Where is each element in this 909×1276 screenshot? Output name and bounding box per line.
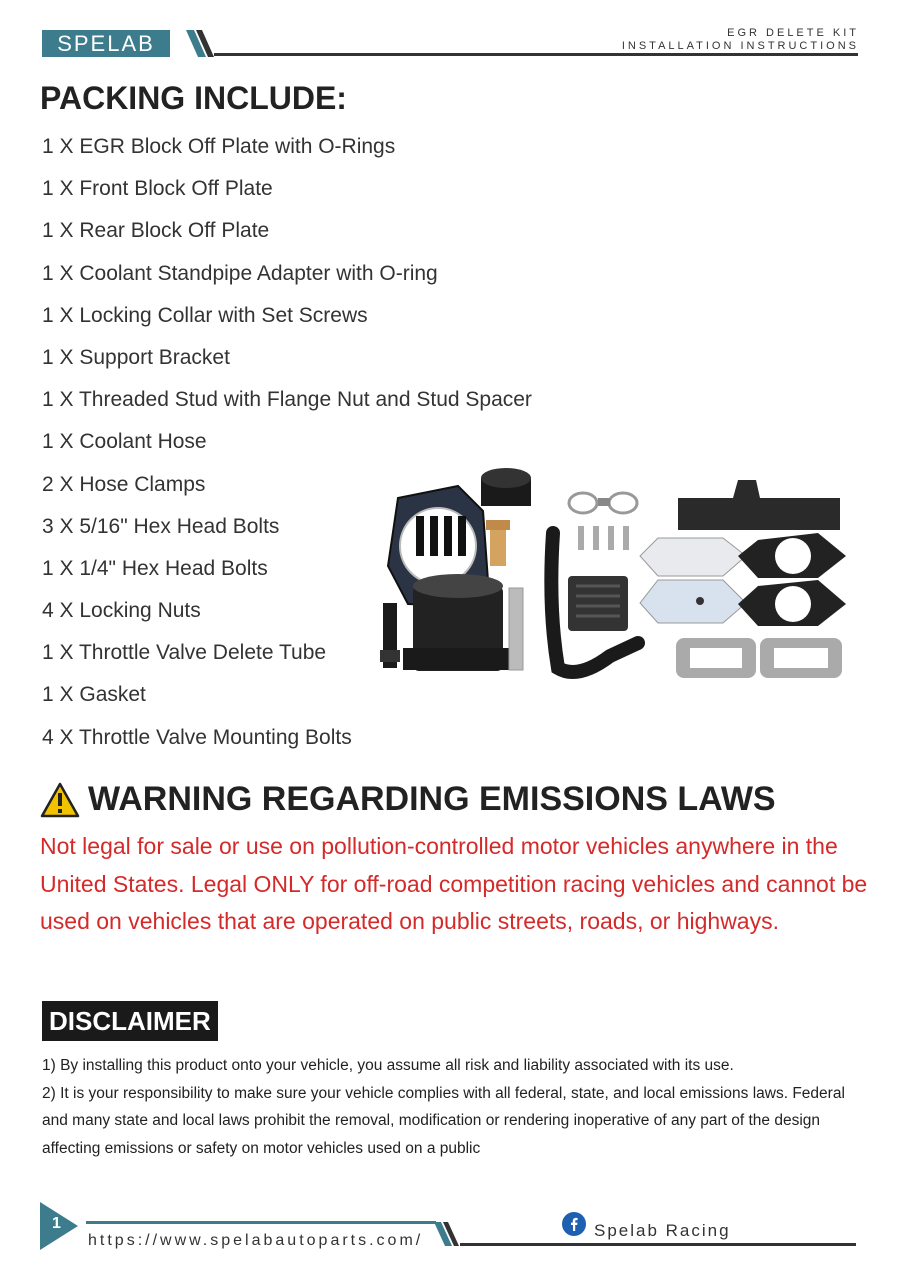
stud-spacer [509,588,523,670]
header-rule [214,53,858,56]
spelab-logo: SPELAB [42,30,170,57]
list-item: 4 X Throttle Valve Mounting Bolts [42,725,352,749]
packing-title: PACKING INCLUDE: [40,80,347,116]
list-item: 4 X Locking Nuts [42,599,201,623]
header-slash-decoration [186,30,216,57]
throttle-delete-tube [403,574,513,671]
list-item: 1 X Locking Collar with Set Screws [42,303,368,327]
list-item: 1 X Rear Block Off Plate [42,219,270,243]
disclaimer-body [42,1052,872,1162]
locking-collar [481,468,531,506]
page-number: 1 [52,1215,61,1232]
warning-title-text: WARNING REGARDING EMISSIONS LAWS [88,780,776,818]
document-title-line-2: INSTALLATION INSTRUCTIONS [621,40,859,52]
page-header [0,0,909,70]
footer-slash-decoration [434,1222,462,1246]
kit-parts-photo [378,468,856,690]
warning-icon [40,782,80,818]
list-item: 1 X Gasket [42,683,146,707]
document-title-line-1: EGR DELETE KIT [727,27,859,39]
list-item: 1 X Threaded Stud with Flange Nut and Stud Spacer [42,388,532,412]
disclaimer-paragraph-1: 1) By installing this product onto your vehicle, you assume all risk and liability associated with its use. [42,1057,734,1074]
list-item: 2 X Hose Clamps [42,472,206,496]
list-item: 1 X EGR Block Off Plate with O-Rings [42,135,396,158]
document-title [622,27,859,53]
disclaimer-paragraph-2: 2) It is your responsibility to make sure your vehicle complies with all federal, state, and local emissions laws. Federal and many state and local laws prohibit the removal, modification or rendering inoperative of any part of the design affecting emissions or safety on motor vehicles used on a public [42,1084,845,1157]
list-item: 1 X Coolant Standpipe Adapter with O-ring [42,261,438,285]
list-item: 1 X 1/4" Hex Head Bolts [42,556,268,580]
website-link[interactable]: https://www.spelabautoparts.com/ [88,1232,424,1249]
disclaimer-title: DISCLAIMER [42,1001,218,1041]
hex-bolts [578,526,629,550]
support-bracket [678,480,840,530]
block-off-plates [640,538,746,623]
footer-rule-teal [86,1221,436,1224]
footer-rule [460,1243,856,1246]
list-item: 3 X 5/16" Hex Head Bolts [42,514,280,538]
list-item: 1 X Throttle Valve Delete Tube [42,641,327,665]
support-bracket-small [568,576,628,631]
facebook-icon[interactable] [562,1212,586,1236]
list-item: 1 X Coolant Hose [42,430,207,454]
social-handle[interactable]: Spelab Racing [594,1221,731,1240]
warning-title [40,780,776,819]
warning-text: Not legal for sale or use on pollution-controlled motor vehicles anywhere in the United States. Legal ONLY for off-road competition racing vehicles and cannot be used on vehicles that are operated on public streets, roads, or highways. [40,833,868,934]
small-fitting [380,603,400,668]
brass-fitting [486,520,510,566]
list-item: 1 X Front Block Off Plate [42,177,273,201]
hose-clamps [569,493,637,513]
list-item: 1 X Support Bracket [42,345,230,369]
